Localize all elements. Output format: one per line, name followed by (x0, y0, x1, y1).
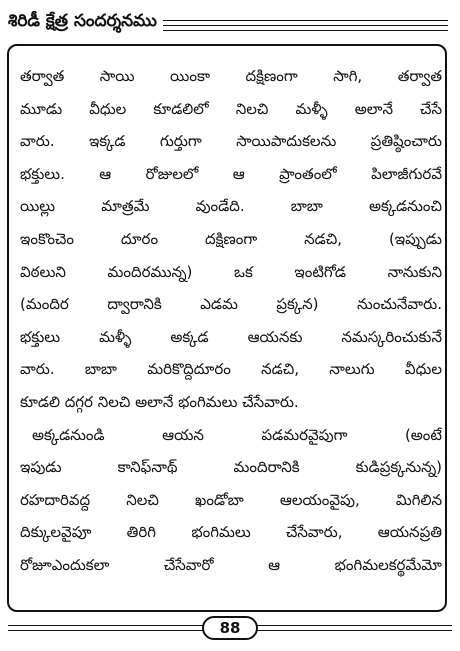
text-line: అక్కడనుండి ఆయన పడమరవైపుగా (అంటే (32, 425, 442, 444)
running-header (8, 8, 448, 38)
text-line: ఇంకొంచెం దూరం దక్షిణంగా నడచి, (ఇప్పుడు (20, 229, 442, 248)
header-rule (158, 25, 448, 26)
text-line: మూడు వీధుల కూడలిలో నిలచి మళ్ళీ అలానే చేసే (20, 99, 442, 118)
text-line: రహదారివద్ద నిలచి ఖండోబా ఆలయంవైపు, మిగిలిన (20, 490, 442, 509)
text-line: రోజూఎందుకలా చేసేవారో ఆ భంగిమలకర్థమేమో (20, 555, 442, 574)
body-text (20, 60, 442, 582)
header-rule (158, 30, 448, 31)
book-title: శిరిడీ క్షేత్ర సందర్శనము (8, 8, 163, 34)
header-rule (158, 20, 448, 21)
text-line: కూడలి దగ్గర నిలచి అలానే భంగిమలు చేసేవారు. (20, 392, 299, 411)
text-line: వారు. బాబా మరికొద్దిదూరం నడచి, నాలుగు వీధుల (20, 360, 442, 379)
text-line: విఠలుని మందిరమున్న) ఒక ఇంటిగోడ నానుకుని (20, 262, 442, 281)
text-line: యిల్లు మాత్రమే వుండేది. బాబా అక్కడనుంచి (20, 197, 442, 216)
text-line: వారు. ఇక్కడ గుర్తుగా సాయిపాదుకలను ప్రతిష్ఠించారు (20, 132, 442, 151)
text-line: భక్తులు మళ్ళీ అక్కడ ఆయనకు నమస్కరించుకునే (20, 327, 442, 346)
text-line: (మందిర ద్వారానికి ఎడమ ప్రక్కన) నుంచునేవారు. (20, 295, 442, 314)
text-line: ఇపుడు కానిఫ్‌నాథ్ మందిరానికి కుడిప్రక్కనున్న) (20, 458, 442, 477)
text-line: భక్తులు. ఆ రోజులలో ఆ ప్రాంతంలో పిలాజీగురవే (20, 164, 442, 183)
page-number: 88 (202, 616, 258, 640)
page-footer (8, 616, 452, 642)
text-line: దిక్కులవైపూ తిరిగి భంగిమలు చేసేవారు, ఆయనప్రతి (20, 523, 442, 542)
text-line: తర్వాత సాయి యింకా దక్షిణంగా సాగి, తర్వాత (20, 67, 442, 85)
